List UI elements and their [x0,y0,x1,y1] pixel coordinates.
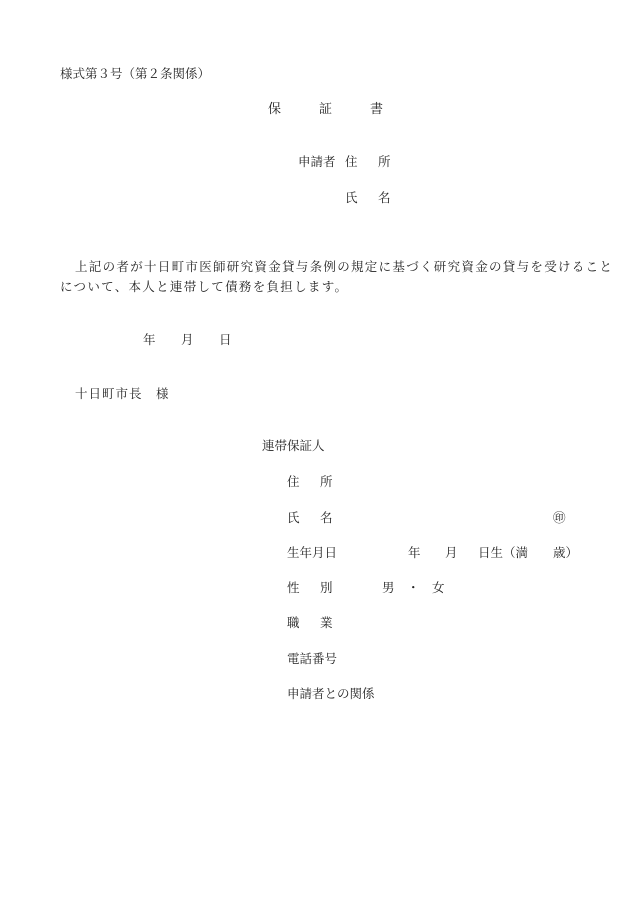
occupation-label: 職 業 [287,615,337,630]
body-text-line-2: について、本人と連帯して債務を負担します。 [60,279,349,294]
applicant-name-label: 氏 名 [345,190,395,205]
applicant-label: 申請者 [298,154,336,169]
guarantor-address-label: 住 所 [287,474,337,489]
document-title: 保 証 書 [268,102,388,117]
seal-mark: ㊞ [553,510,566,525]
phone-label: 電話番号 [287,651,338,666]
birth-day-age-label: 日生（満 歳） [478,545,579,560]
addressee: 十日町市長 様 [75,386,170,401]
date-year-label: 年 [143,332,156,347]
applicant-address-label: 住 所 [345,154,395,169]
body-text-line-1: 上記の者が十日町市医師研究資金貸与条例の規定に基づく研究資金の貸与を受けること [75,259,614,274]
gender-options: 男 ・ 女 [382,580,445,595]
birth-month-label: 月 [445,545,458,560]
form-number: 様式第３号（第２条関係） [60,66,211,81]
date-month-label: 月 [181,332,194,347]
guarantor-name-label: 氏 名 [287,510,337,525]
relation-label: 申請者との関係 [287,686,375,701]
gender-label: 性 別 [287,580,337,595]
birth-year-label: 年 [408,545,421,560]
guarantor-heading: 連帯保証人 [262,438,325,453]
birthdate-label: 生年月日 [287,545,338,560]
date-day-label: 日 [219,332,232,347]
